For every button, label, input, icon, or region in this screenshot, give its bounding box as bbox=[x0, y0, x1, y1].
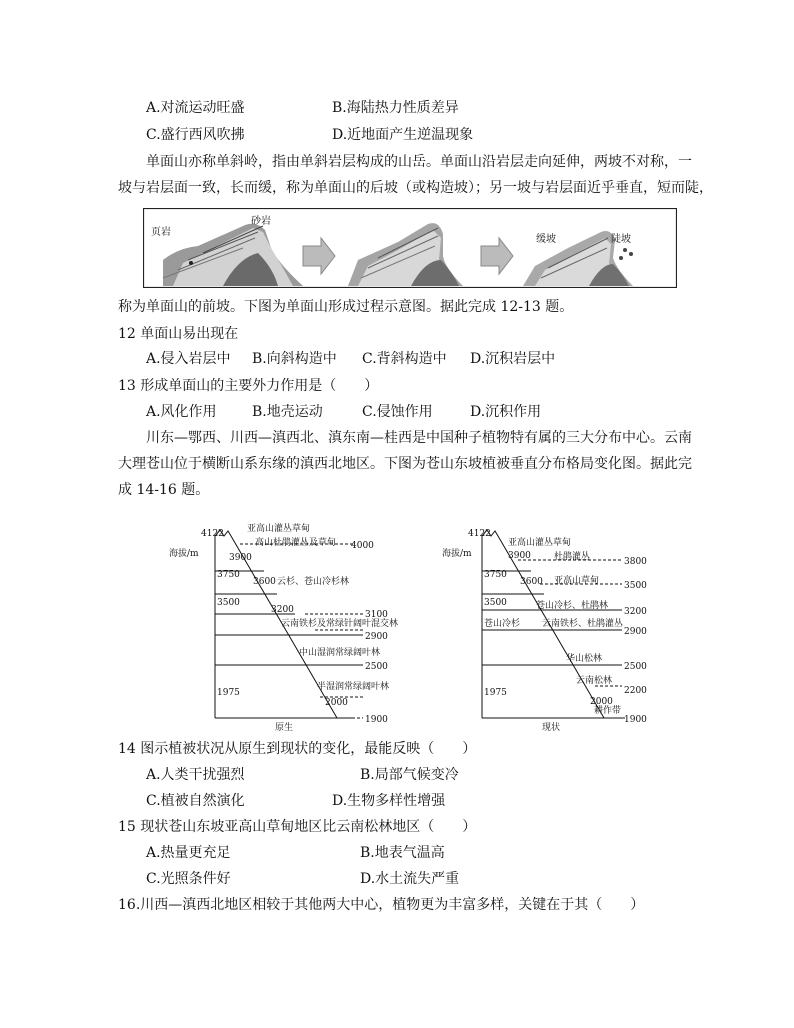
right-tick-4000: 4000 bbox=[351, 541, 374, 551]
zone-label: 华山松林 bbox=[566, 654, 603, 664]
zone-label: 半湿润常绿阔叶林 bbox=[317, 682, 390, 692]
q14-option-c: C.植被自然演化 bbox=[146, 793, 245, 809]
q12-option-a: A.侵入岩层中 bbox=[146, 351, 231, 367]
right-tick-3500: 3500 bbox=[624, 581, 647, 591]
right-tick-3200: 3200 bbox=[624, 607, 647, 617]
zone-label: 云南铁杉及常绿针阔叶混交林 bbox=[281, 619, 399, 629]
q14-option-d: D.生物多样性增强 bbox=[332, 793, 446, 809]
zone-label: 中山湿润常绿阔叶林 bbox=[299, 648, 381, 658]
q12-stem: 12 单面山易出现在 bbox=[118, 326, 239, 342]
zone-label: 云南松林 bbox=[576, 676, 613, 686]
zone-label: 高山杜鹃灌丛及草甸 bbox=[255, 538, 337, 548]
peak-label: 4122 bbox=[468, 529, 491, 539]
right-tick-1900: 1900 bbox=[365, 715, 388, 725]
chart-right-current bbox=[440, 522, 680, 734]
zone-label: 云南铁杉、杜鹃灌丛 bbox=[542, 619, 624, 629]
zone-label: 苍山冷杉、杜鹃林 bbox=[536, 601, 609, 611]
right-tick-2500: 2500 bbox=[624, 662, 647, 672]
veg-intro-line3: 成 14-16 题。 bbox=[118, 482, 210, 498]
q13-stem: 13 形成单面山的主要外力作用是（ ） bbox=[118, 378, 379, 394]
q12-option-b: B.向斜构造中 bbox=[252, 351, 337, 367]
zone-label: 杜鹃灌丛 bbox=[554, 552, 591, 562]
q12-option-d: D.沉积岩层中 bbox=[470, 351, 556, 367]
y-axis-label: 海拔/m bbox=[442, 549, 472, 559]
chart-left-original bbox=[165, 522, 405, 734]
left-tick-3750: 3750 bbox=[217, 570, 240, 580]
q11-option-c: C.盛行西风吹拂 bbox=[146, 127, 245, 143]
mono-intro-line2: 坡与岩层面一致，长而缓，称为单面山的后坡（或构造坡）；另一坡与岩层面近乎垂直，短而陡， bbox=[118, 180, 713, 196]
q11-option-a: A.对流运动旺盛 bbox=[146, 100, 245, 116]
q15-option-a: A.热量更充足 bbox=[146, 845, 231, 861]
q15-option-d: D.水土流失严重 bbox=[360, 871, 460, 887]
slope-tick-3600: 3600 bbox=[253, 577, 276, 587]
left-tick-3500: 3500 bbox=[217, 598, 240, 608]
monocline-figure bbox=[143, 208, 677, 288]
right-tick-2900: 2900 bbox=[624, 627, 647, 637]
left-tick-1975: 1975 bbox=[484, 688, 507, 698]
peak-label: 4122 bbox=[201, 529, 224, 539]
slope-tick-3900: 3900 bbox=[508, 551, 531, 561]
slope-tick-2000: 2000 bbox=[325, 698, 348, 708]
q11-option-d: D.近地面产生逆温现象 bbox=[332, 127, 474, 143]
zone-label: 亚高山灌丛草甸 bbox=[247, 524, 311, 534]
slope-tick-2000: 2000 bbox=[590, 697, 613, 707]
q14-option-a: A.人类干扰强烈 bbox=[146, 767, 245, 783]
label-steep-slope: 陡坡 bbox=[611, 234, 631, 245]
veg-intro-line1: 川东—鄂西、川西—滇西北、滇东南—桂西是中国种子植物特有属的三大分布中心。云南 bbox=[146, 430, 692, 446]
mono-intro-line1: 单面山亦称单斜岭，指由单斜岩层构成的山岳。单面山沿岩层走向延伸，两坡不对称，一 bbox=[146, 154, 692, 170]
q13-option-d: D.沉积作用 bbox=[470, 404, 542, 420]
q13-option-a: A.风化作用 bbox=[146, 404, 217, 420]
zone-label: 亚高山草甸 bbox=[554, 576, 600, 586]
q14-option-b: B.局部气候变冷 bbox=[360, 767, 459, 783]
chart-caption: 原生 bbox=[275, 723, 294, 733]
q15-option-c: C.光照条件好 bbox=[146, 871, 231, 887]
veg-intro-line2: 大理苍山位于横断山系东缘的滇西北地区。下图为苍山东坡植被垂直分布格局变化图。据此完 bbox=[118, 456, 692, 472]
zone-label: 亚高山灌丛草甸 bbox=[508, 538, 572, 548]
q15-stem: 15 现状苍山东坡亚高山草甸地区比云南松林地区（ ） bbox=[118, 819, 477, 835]
zone-label: 耕作带 bbox=[594, 706, 622, 716]
right-tick-3800: 3800 bbox=[624, 557, 647, 567]
zone-label: 苍山冷杉 bbox=[484, 619, 521, 629]
q15-option-b: B.地表气温高 bbox=[360, 845, 445, 861]
left-tick-3500: 3500 bbox=[484, 598, 507, 608]
right-tick-3100: 3100 bbox=[365, 610, 388, 620]
q16-stem: 16.川西—滇西北地区相较于其他两大中心，植物更为丰富多样，关键在于其（ ） bbox=[118, 897, 645, 913]
slope-tick-3900: 3900 bbox=[229, 553, 252, 563]
q13-option-b: B.地壳运动 bbox=[252, 404, 323, 420]
q14-stem: 14 图示植被状况从原生到现状的变化，最能反映（ ） bbox=[118, 741, 477, 757]
left-tick-1975: 1975 bbox=[217, 688, 240, 698]
label-shale: 页岩 bbox=[151, 227, 171, 238]
mono-intro-line3: 称为单面山的前坡。下图为单面山形成过程示意图。据此完成 12-13 题。 bbox=[118, 299, 574, 315]
q12-option-c: C.背斜构造中 bbox=[362, 351, 447, 367]
label-gentle-slope: 缓坡 bbox=[536, 234, 556, 245]
label-sandstone: 砂岩 bbox=[251, 216, 271, 227]
zone-label: 云杉、苍山冷杉林 bbox=[277, 577, 350, 587]
y-axis-label: 海拔/m bbox=[169, 549, 199, 559]
left-tick-3750: 3750 bbox=[484, 570, 507, 580]
q11-option-b: B.海陆热力性质差异 bbox=[332, 100, 459, 116]
right-tick-2200: 2200 bbox=[624, 686, 647, 696]
slope-tick-3200: 3200 bbox=[271, 605, 294, 615]
chart-caption: 现状 bbox=[542, 723, 561, 733]
q13-option-c: C.侵蚀作用 bbox=[362, 404, 433, 420]
right-tick-2900: 2900 bbox=[365, 632, 388, 642]
slope-tick-3600: 3600 bbox=[520, 577, 543, 587]
right-tick-2500: 2500 bbox=[365, 662, 388, 672]
right-tick-1900: 1900 bbox=[624, 715, 647, 725]
